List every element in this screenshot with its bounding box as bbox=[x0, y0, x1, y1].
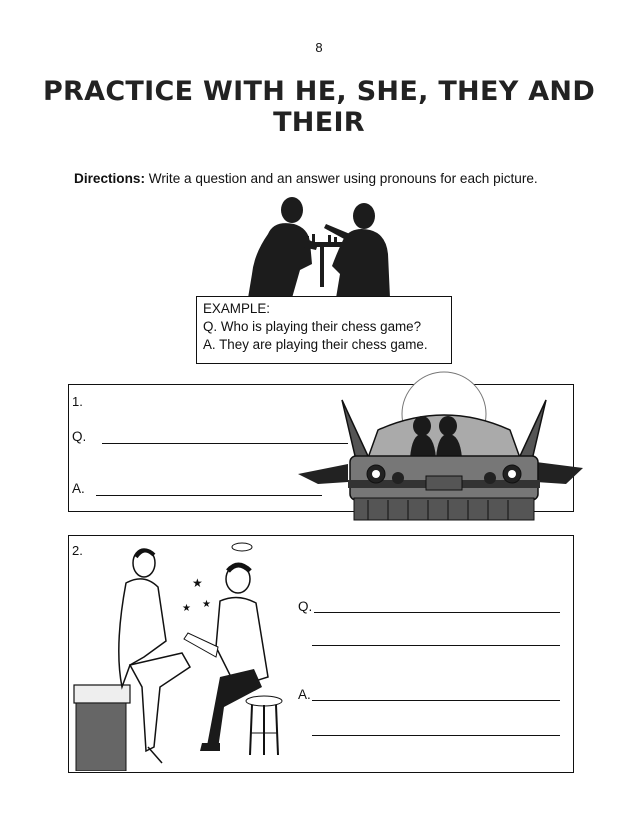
exercise-1-number: 1. bbox=[72, 394, 83, 409]
exercise-1-answer-line[interactable] bbox=[96, 495, 322, 496]
exercise-2-answer-line-2[interactable] bbox=[312, 735, 560, 736]
exercise-2-answer-line-1[interactable] bbox=[312, 700, 560, 701]
doctor-reflex-test-illustration bbox=[70, 537, 298, 771]
example-heading: EXAMPLE: bbox=[203, 301, 270, 316]
exercise-2-question-line-2[interactable] bbox=[312, 645, 560, 646]
couple-in-car-illustration bbox=[298, 370, 583, 530]
chess-players-illustration bbox=[240, 194, 400, 298]
directions-text: Write a question and an answer using pronouns for each picture. bbox=[148, 171, 538, 186]
exercise-2-q-label: Q. bbox=[298, 599, 313, 614]
svg-text:★: ★ bbox=[192, 576, 203, 590]
exercise-1-q-label: Q. bbox=[72, 429, 87, 444]
exercise-2-number: 2. bbox=[72, 543, 83, 558]
page-title bbox=[40, 76, 598, 138]
svg-text:★: ★ bbox=[182, 603, 191, 614]
svg-text:★: ★ bbox=[202, 599, 211, 610]
example-answer: A. They are playing their chess game. bbox=[203, 337, 428, 352]
directions-label: Directions: bbox=[74, 171, 146, 186]
exercise-2-a-label: A. bbox=[298, 687, 311, 702]
page-number: 8 bbox=[315, 40, 323, 55]
directions bbox=[74, 171, 594, 186]
exercise-1-a-label: A. bbox=[72, 481, 85, 496]
title-text: PRACTICE WITH HE, SHE, THEY AND THEIR bbox=[42, 76, 596, 138]
exercise-2-question-line-1[interactable] bbox=[314, 612, 560, 613]
example-box bbox=[196, 296, 452, 364]
example-question: Q. Who is playing their chess game? bbox=[203, 319, 422, 334]
